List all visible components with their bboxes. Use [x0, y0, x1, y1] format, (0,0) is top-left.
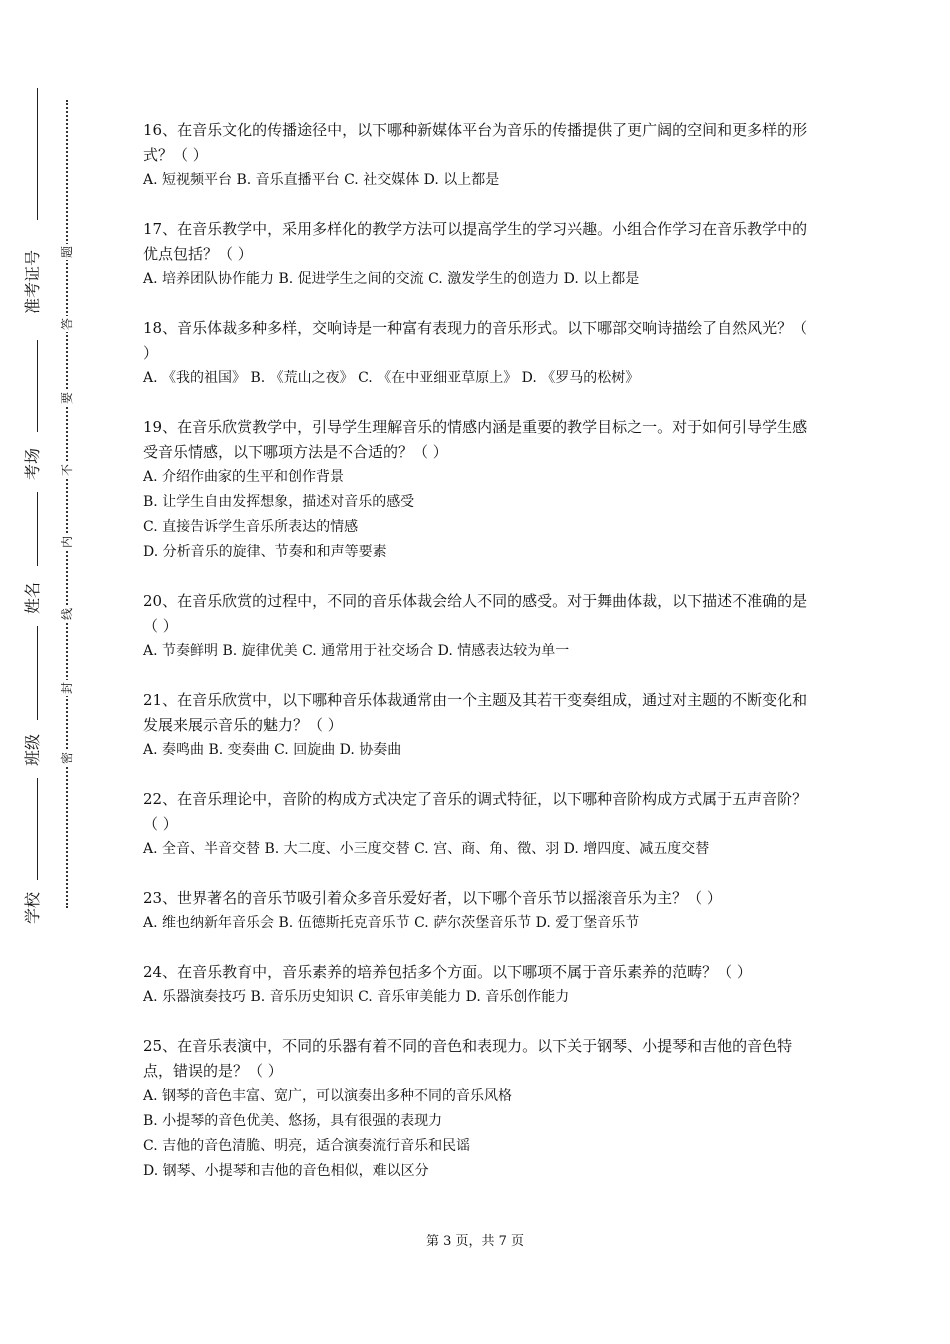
- question-stem: 18、音乐体裁多种多样，交响诗是一种富有表现力的音乐形式。以下哪部交响诗描绘了自然风光？（ ）: [143, 319, 808, 362]
- seal-dotted-line: [66, 100, 68, 908]
- seal-char-ti: 题: [60, 246, 74, 259]
- question-options: A. 奏鸣曲 B. 变奏曲 C. 回旋曲 D. 协奏曲: [143, 742, 402, 758]
- question-stem: 17、在音乐教学中，采用多样化的教学方法可以提高学生的学习兴趣。小组合作学习在音乐教学中的优点包括？（ ）: [143, 220, 808, 263]
- page-number: 第 3 页，共 7 页: [425, 1234, 525, 1249]
- field-line-name: [37, 492, 38, 566]
- option-b: B. 让学生自由发挥想象，描述对音乐的感受: [143, 494, 415, 510]
- question-23: [143, 886, 815, 936]
- seal-char-mi: 密: [60, 752, 74, 765]
- question-options: A. 全音、半音交替 B. 大二度、小三度交替 C. 宫、商、角、徵、羽 D. 增四度、减五度交替: [143, 841, 710, 857]
- field-label-exam-number: 准考证号: [23, 249, 42, 314]
- question-stem: 24、在音乐教育中，音乐素养的培养包括多个方面。以下哪项不属于音乐素养的范畴？（ ）: [143, 963, 752, 981]
- option-c: C. 吉他的音色清脆、明亮，适合演奏流行音乐和民谣: [143, 1138, 471, 1154]
- question-options: A. 节奏鲜明 B. 旋律优美 C. 通常用于社交场合 D. 情感表达较为单一: [143, 643, 570, 659]
- question-list: [143, 118, 815, 1208]
- seal-char-feng: 封: [60, 682, 74, 695]
- field-line-school: [37, 778, 38, 880]
- field-line-class: [37, 626, 38, 720]
- question-20: [143, 589, 815, 664]
- field-label-school: 学校: [23, 891, 42, 924]
- question-25: [143, 1034, 815, 1184]
- option-a: A. 钢琴的音色丰富、宽广，可以演奏出多种不同的音乐风格: [143, 1088, 513, 1104]
- field-label-exam-room: 考场: [23, 447, 42, 480]
- question-options: A. 《我的祖国》 B. 《荒山之夜》 C. 《在中亚细亚草原上》 D. 《罗马的松树》: [143, 370, 640, 386]
- field-label-name: 姓名: [23, 581, 42, 614]
- field-label-class: 班级: [23, 733, 42, 766]
- option-b: B. 小提琴的音色优美、悠扬，具有很强的表现力: [143, 1113, 443, 1129]
- question-options: A. 乐器演奏技巧 B. 音乐历史知识 C. 音乐审美能力 D. 音乐创作能力: [143, 989, 570, 1005]
- question-options: A. 短视频平台 B. 音乐直播平台 C. 社交媒体 D. 以上都是: [143, 172, 500, 188]
- binding-margin: [0, 0, 100, 1344]
- option-d: D. 钢琴、小提琴和吉他的音色相似，难以区分: [143, 1163, 429, 1179]
- question-stem: 19、在音乐欣赏教学中，引导学生理解音乐的情感内涵是重要的教学目标之一。对于如何引导学生感受音乐情感，以下哪项方法是不合适的？（ ）: [143, 418, 808, 461]
- question-16: [143, 118, 815, 193]
- question-18: [143, 316, 815, 391]
- question-stem: 20、在音乐欣赏的过程中，不同的音乐体裁会给人不同的感受。对于舞曲体裁，以下描述不准确的是（ ）: [143, 592, 808, 635]
- seal-char-bu: 不: [60, 464, 74, 477]
- seal-char-nei: 内: [60, 536, 74, 549]
- question-24: [143, 960, 815, 1010]
- question-stem: 21、在音乐欣赏中，以下哪种音乐体裁通常由一个主题及其若干变奏组成，通过对主题的不断变化和发展来展示音乐的魅力？（ ）: [143, 691, 808, 734]
- option-d: D. 分析音乐的旋律、节奏和和声等要素: [143, 544, 387, 560]
- seal-char-xian: 线: [60, 608, 74, 621]
- seal-char-yao: 要: [60, 392, 74, 405]
- question-options: A. 培养团队协作能力 B. 促进学生之间的交流 C. 激发学生的创造力 D. 以上都是: [143, 271, 640, 287]
- seal-char-da: 答: [60, 318, 74, 331]
- question-17: [143, 217, 815, 292]
- question-stem: 25、在音乐表演中，不同的乐器有着不同的音色和表现力。以下关于钢琴、小提琴和吉他的音色特点，错误的是？（ ）: [143, 1037, 793, 1080]
- question-options: A. 维也纳新年音乐会 B. 伍德斯托克音乐节 C. 萨尔茨堡音乐节 D. 爱丁堡音乐节: [143, 915, 640, 931]
- field-line-exam-number: [37, 88, 38, 220]
- option-c: C. 直接告诉学生音乐所表达的情感: [143, 519, 359, 535]
- question-22: [143, 787, 815, 862]
- field-line-exam-room: [37, 340, 38, 432]
- question-19: [143, 415, 815, 565]
- question-21: [143, 688, 815, 763]
- option-a: A. 介绍作曲家的生平和创作背景: [143, 469, 345, 485]
- question-stem: 16、在音乐文化的传播途径中，以下哪种新媒体平台为音乐的传播提供了更广阔的空间和更多样的形式？（ ）: [143, 121, 808, 164]
- question-stem: 23、世界著名的音乐节吸引着众多音乐爱好者，以下哪个音乐节以摇滚音乐为主？（ ）: [143, 889, 722, 907]
- question-stem: 22、在音乐理论中，音阶的构成方式决定了音乐的调式特征，以下哪种音阶构成方式属于五声音阶？（ ）: [143, 790, 808, 833]
